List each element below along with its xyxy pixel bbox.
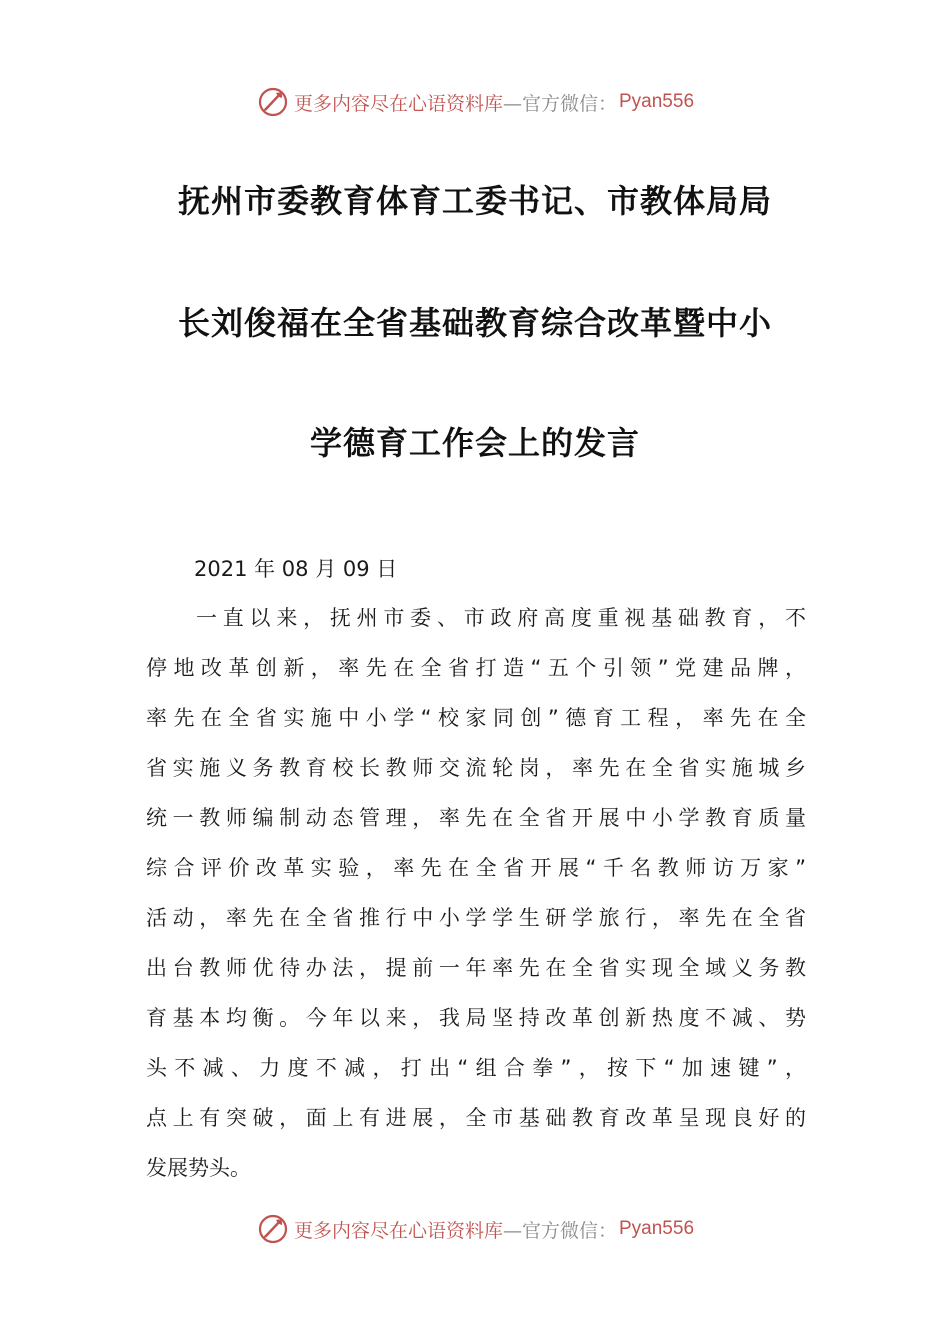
wechat-id: Pyan556 [619, 1218, 695, 1239]
official-wechat-label: —官方微信： [502, 92, 617, 115]
paragraph-line: 活动，率先在全省推行中小学学生研学旅行，率先在全省 [146, 906, 806, 930]
title-line-2: 长刘俊福在全省基础教育综合改革暨中小 [177, 304, 772, 342]
official-wechat-label: —官方微信： [502, 1219, 617, 1242]
paragraph-line: 停地改革创新，率先在全省打造“五个引领”党建品牌， [146, 656, 806, 680]
paragraph-line: 综合评价改革实验，率先在全省开展“千名教师访万家” [146, 856, 806, 880]
paragraph-line: 点上有突破，面上有进展，全市基础教育改革呈现良好的 [146, 1106, 806, 1130]
paragraph-line: 率先在全省实施中小学“校家同创”德育工程，率先在全 [146, 706, 806, 730]
document-date: 2021 年 08 月 09 日 [194, 557, 398, 581]
wechat-id: Pyan556 [619, 91, 695, 112]
site-name-text: 更多内容尽在心语资料库 [293, 92, 503, 115]
paragraph-line: 出台教师优待办法，提前一年率先在全省实现全域义务教 [146, 956, 806, 980]
paragraph-line: 头不减、力度不减，打出“组合拳”，按下“加速键”， [146, 1056, 806, 1080]
quill-logo-icon [256, 85, 290, 119]
paragraph-line: 发展势头。 [146, 1156, 251, 1180]
title-line-1: 抚州市委教育体育工委书记、市教体局局 [177, 182, 772, 220]
paragraph-line: 育基本均衡。今年以来，我局坚持改革创新热度不减、势 [146, 1006, 806, 1030]
site-name-text: 更多内容尽在心语资料库 [293, 1219, 503, 1242]
paragraph-line: 一直以来，抚州市委、市政府高度重视基础教育，不 [196, 606, 806, 630]
title-line-3: 学德育工作会上的发言 [309, 424, 640, 462]
paragraph-line: 统一教师编制动态管理，率先在全省开展中小学教育质量 [146, 806, 806, 830]
quill-logo-icon [256, 1212, 290, 1246]
footer-banner [0, 1209, 950, 1249]
header-banner [0, 82, 950, 122]
paragraph-line: 省实施义务教育校长教师交流轮岗，率先在全省实施城乡 [146, 756, 806, 780]
